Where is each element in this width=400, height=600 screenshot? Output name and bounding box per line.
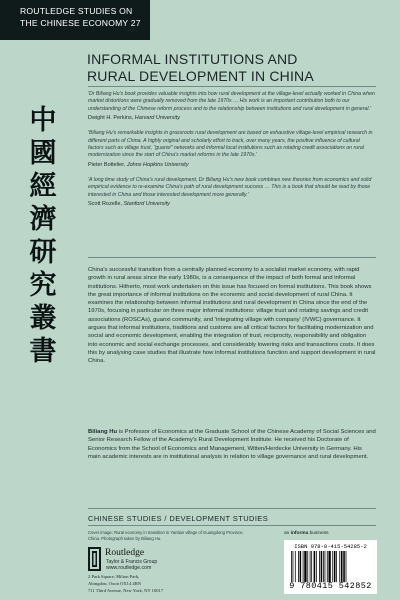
quote-attribution xyxy=(88,200,376,208)
publisher-name: Routledge xyxy=(105,548,145,558)
barcode-bar xyxy=(328,551,330,582)
subject-divider xyxy=(88,508,376,509)
barcode-bar xyxy=(293,551,294,582)
quote-author: Scott Rozelle, xyxy=(88,201,122,208)
quote-attribution xyxy=(88,161,376,169)
barcode-bar xyxy=(307,551,308,582)
isbn-number: ISBN 978-0-415-54285-2 xyxy=(294,543,367,550)
barcode-bar xyxy=(341,551,343,582)
series-line-2: THE CHINESE ECONOMY 27 xyxy=(20,18,141,28)
quote-author: Dwight H. Perkins, xyxy=(88,115,134,122)
barcode-bar xyxy=(336,551,337,582)
barcode-bar xyxy=(303,551,304,582)
quote-affiliation: Johns Hopkins University xyxy=(126,161,189,168)
barcode-bar xyxy=(321,551,323,582)
series-banner xyxy=(0,0,150,40)
barcode-bar xyxy=(304,551,306,582)
calligraphy-char: 叢 xyxy=(29,303,57,334)
title-line-2: RURAL DEVELOPMENT IN CHINA xyxy=(87,67,314,84)
publisher-group: Taylor & Francis Group xyxy=(106,559,158,565)
barcode-bar xyxy=(314,551,316,582)
barcode-bar xyxy=(310,551,311,582)
blurb-divider xyxy=(88,257,376,258)
address-line: 711 Third Avenue, New York, NY 10017 xyxy=(88,587,164,593)
quote-text: 'A long time study of China's rural development, Dr Biliang Hu's new book combines new theories from economics and solid empirical evidence to re-examine China's path of rural development success … This is a book that should be read by those interested in China and those interested development more generally.' xyxy=(88,176,372,198)
barcode-bar xyxy=(298,551,299,582)
barcode-box xyxy=(284,540,377,594)
endorsement-quote xyxy=(88,177,376,208)
calligraphy-char: 經 xyxy=(29,171,57,202)
calligraphy-char: 中 xyxy=(29,105,57,136)
informa-business-tag xyxy=(284,531,329,536)
author-name: Biliang Hu xyxy=(88,429,118,435)
barcode-bar xyxy=(311,551,312,582)
business-brand: informa xyxy=(290,531,309,536)
quote-text: 'Biliang Hu's remarkable insights in grassroots rural development are based on exhaustive village-level empirical research in different parts of China. A highly original and scholarly effort to track, over many years, the positive influence of cultural factors such as village trust, "guanxi" networks and informal local institutions such as rotating credit associations on rural modernization since the start of China's market reforms in the late 1970s.' xyxy=(88,130,373,159)
calligraphy-column xyxy=(24,104,62,368)
barcode-bar xyxy=(325,551,326,582)
quote-attribution xyxy=(88,114,376,122)
series-line-1: ROUTLEDGE STUDIES ON xyxy=(20,6,133,16)
barcode-bar xyxy=(319,551,320,582)
subject-category: CHINESE STUDIES / DEVELOPMENT STUDIES xyxy=(88,514,269,523)
book-description: China's successful transition from a centrally planned economy to a socialist market economy, with rapid growth in rural areas since the early 1980s, is a consequence of the impact of both formal and informal institutions. Hitherto, most work undertaken on this issue has focused on formal institutions. This book shows the great importance of informal institutions on the economic and social development of rural China. It examines the relationship between informal institutions and rural development in China since the end of the 1970s, focusing in particular on three major informal institutions: village trust and rotating savings and credit associations (ROSCAs), guanxi community, and 'integrating village with company' (IVWC) governance. It argues that informal institutions, traditions and customs are all critical factors for facilitating modernization and social and economic development, enabling the integration of trust, reciprocity, responsibility and obligation into economic and social exchange processes, and considerably lowering risks and transactions costs. It does this by analysing case studies that illustrate how informal institutions function and support development in rural China. xyxy=(88,267,376,365)
calligraphy-char: 濟 xyxy=(29,204,57,235)
quote-affiliation: Harvard University xyxy=(134,115,181,122)
endorsement-quote xyxy=(88,91,376,122)
barcode-bar xyxy=(300,551,302,582)
address-line: Abingdon, Oxon OX14 4RN xyxy=(88,580,142,586)
footer-divider xyxy=(88,525,376,526)
book-title xyxy=(87,51,387,84)
address-line: 2 Park Square, Milton Park, xyxy=(88,574,140,579)
author-bio-text: is Professor of Economics at the Graduate School of the Chinese Academy of Social Sciences and Senior Research Fellow of the Academy's Rural Development Institute. He received his Doctorate of Economics from the School of Economics and Management, Witten/Herdecke University in Germany. His main academic interests are in institutional analysis in relation to village governance and rural development. xyxy=(88,429,376,460)
calligraphy-char: 國 xyxy=(29,138,57,169)
barcode-bar xyxy=(327,551,328,582)
barcode-bar xyxy=(339,551,340,582)
title-divider xyxy=(88,86,376,87)
cover-image-credit: Cover image: Rural economy in transition in Yantian village of Guangdong Province, China. Photograph taken by Biliang Hu. xyxy=(88,530,244,541)
barcode-bar xyxy=(343,551,345,582)
calligraphy-char: 研 xyxy=(29,237,57,268)
quote-affiliation: Stanford University xyxy=(123,201,170,208)
business-prefix: an xyxy=(284,531,291,536)
calligraphy-char: 究 xyxy=(29,270,57,301)
barcode-bar xyxy=(334,551,336,582)
barcode-bar xyxy=(291,551,292,582)
business-suffix: business xyxy=(308,531,329,536)
calligraphy-char: 書 xyxy=(29,336,57,367)
title-line-1: INFORMAL INSTITUTIONS AND xyxy=(87,51,298,67)
author-bio xyxy=(88,428,376,461)
routledge-logo-icon xyxy=(88,547,101,571)
publisher-website[interactable]: www.routledge.com xyxy=(106,565,152,571)
barcode-bar xyxy=(323,551,324,582)
barcode-bar xyxy=(332,551,333,582)
barcode-bar xyxy=(316,551,317,582)
barcode-bar xyxy=(346,551,347,582)
publisher-addresses xyxy=(88,574,258,594)
endorsement-quote xyxy=(88,130,376,169)
quote-text: 'Dr Biliang Hu's book provides valuable insights into how rural development at the village-level actually worked in China when market distortions were gradually removed from the late 1970s … His work is an important contribution both to our understanding of the Chinese reform process and to the relationship between institutions and rural development in general.' xyxy=(88,91,375,112)
ean-number: 9 780415 542852 xyxy=(289,581,372,591)
barcode-bar xyxy=(295,551,296,582)
endorsements xyxy=(88,91,376,216)
quote-author: Pieter Bottelier, xyxy=(88,161,126,168)
